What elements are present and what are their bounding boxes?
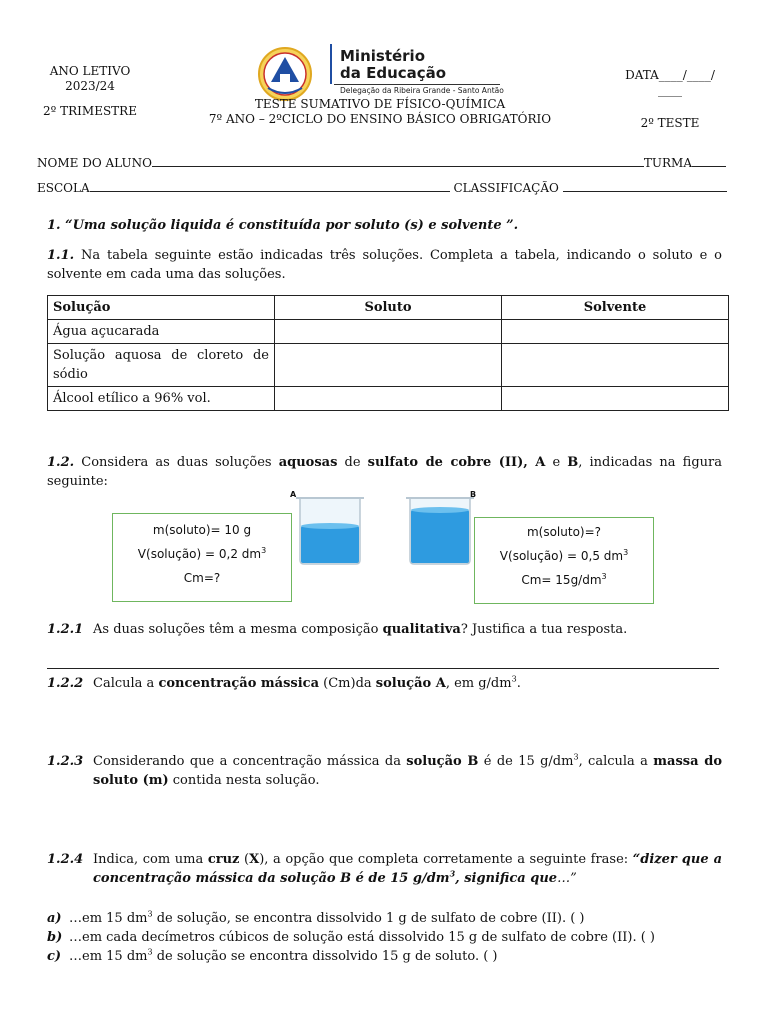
text-span-bold: solução B	[406, 754, 479, 769]
header-left	[30, 64, 150, 119]
table-cell-solvente-input[interactable]	[502, 387, 729, 411]
text-span: de	[337, 455, 368, 470]
date-field-line: ____	[658, 83, 682, 97]
logo-line2: da Educação	[340, 64, 447, 82]
text-span-bold: solução A	[375, 676, 446, 691]
logo-line3: Delegação da Ribeira Grande - Santo Antão	[340, 86, 504, 95]
text-span: .	[516, 676, 521, 691]
table-cell-solvente-input[interactable]	[502, 344, 729, 387]
question-1-2-2	[47, 674, 722, 693]
exam-title-line2: 7º ANO – 2ºCICLO DO ENSINO BÁSICO OBRIGATÓRIO	[208, 112, 552, 126]
question-1-1-text: Na tabela seguinte estão indicadas três soluções. Completa a tabela, indicando o soluto e o solvente em cada uma das soluções.	[47, 248, 722, 282]
text-span-italic: …”	[557, 871, 577, 886]
table-header-soluto: Soluto	[275, 296, 502, 320]
text-span-bold: massa do soluto (m)	[93, 754, 723, 788]
table-cell-solution: Solução aquosa de cloreto de sódio	[48, 344, 275, 387]
text-span: ? Justifica a tua resposta.	[460, 622, 628, 637]
text-span-bold-italic: , significa que	[455, 871, 558, 886]
superscript: 3	[601, 572, 607, 581]
table-cell-solvente-input[interactable]	[502, 320, 729, 344]
student-name-field[interactable]	[152, 155, 644, 167]
text-span-bold: concentração mássica	[158, 676, 320, 691]
question-1-2-4	[47, 850, 722, 888]
text-span: (Cm)da	[319, 676, 376, 691]
ano-letivo-value: 2023/24	[65, 79, 115, 93]
answer-line[interactable]	[47, 668, 719, 669]
grade-field[interactable]	[563, 180, 727, 192]
beaker-a-icon	[290, 490, 370, 568]
solution-a-concentration: Cm=?	[183, 571, 221, 585]
text-span: (	[239, 852, 250, 867]
question-number: 1.2.1	[47, 622, 84, 637]
superscript: 3	[147, 947, 153, 957]
text-span: , calcula a	[578, 754, 654, 769]
text-span-bold: X	[249, 852, 260, 867]
question-1-2	[47, 453, 722, 491]
question-1-1	[47, 246, 722, 284]
trimestre-label: 2º TRIMESTRE	[43, 104, 137, 118]
volume-text: V(solução) = 0,2 dm	[137, 547, 262, 561]
text-span: Calcula a	[93, 676, 159, 691]
exam-title-line1: TESTE SUMATIVO DE FÍSICO-QUÍMICA	[254, 97, 506, 111]
option-key: a)	[47, 911, 62, 926]
class-field[interactable]	[692, 155, 726, 167]
superscript: 3	[261, 546, 267, 555]
solution-a-volume	[113, 542, 291, 566]
text-span-bold: qualitativa	[382, 622, 461, 637]
solution-b-info-box	[474, 517, 654, 604]
beaker-b-icon	[400, 490, 480, 568]
text-span-bold: aquosas	[278, 455, 338, 470]
text-span: ), a opção que completa corretamente a seguinte frase:	[259, 852, 633, 867]
table-cell-soluto-input[interactable]	[275, 387, 502, 411]
class-label: TURMA	[643, 156, 693, 170]
text-span-bold: B	[567, 455, 579, 470]
option-key: b)	[47, 930, 63, 945]
volume-text: V(solução) = 0,5 dm	[499, 549, 624, 563]
student-name-label: NOME DO ALUNO	[37, 156, 152, 170]
question-number: 1.2.2	[47, 676, 84, 691]
text-span: Considerando que a concentração mássica da	[93, 754, 407, 769]
superscript: 3	[623, 548, 629, 557]
solution-b-volume	[475, 544, 653, 568]
text-span: Indica, com uma	[93, 852, 208, 867]
solution-a-mass: m(soluto)= 10 g	[152, 523, 252, 537]
grade-label: CLASSIFICAÇÃO	[453, 181, 559, 195]
option-c[interactable]	[47, 947, 737, 966]
option-key: c)	[47, 949, 62, 964]
test-number: 2º TESTE	[640, 116, 700, 130]
solutions-table	[47, 295, 729, 411]
table-cell-soluto-input[interactable]	[275, 320, 502, 344]
text-span-bold: sulfato de cobre (II), A	[367, 455, 546, 470]
text-span: e	[545, 455, 568, 470]
superscript: 3	[449, 868, 456, 879]
option-a[interactable]	[47, 909, 737, 928]
ministry-logo	[254, 42, 504, 102]
option-text: de solução, se encontra dissolvido 1 g de sulfato de cobre (II). ( )	[152, 911, 585, 926]
question-1: 1. “Uma solução liquida é constituída por soluto (s) e solvente ”.	[47, 218, 519, 233]
question-1-2-3	[47, 752, 722, 790]
solution-b-mass: m(soluto)=?	[526, 525, 602, 539]
text-span-bold-italic: “dizer que a concentração mássica da solução B é de 15 g/dm	[93, 852, 723, 886]
table-header-solucao: Solução	[48, 296, 275, 320]
school-row	[37, 180, 737, 195]
table-header-row	[48, 296, 729, 320]
student-name-row	[37, 155, 737, 170]
beaker-a-label: A	[290, 490, 297, 499]
superscript: 3	[573, 752, 579, 762]
table-row	[48, 387, 729, 411]
date-field[interactable]: DATA____/____/	[625, 68, 715, 82]
superscript: 3	[147, 909, 153, 919]
question-1-2-number: 1.2.	[47, 455, 75, 470]
solution-a-info-box	[112, 513, 292, 602]
option-text: …em 15 dm	[69, 911, 148, 926]
exam-title	[190, 97, 570, 127]
table-row	[48, 320, 729, 344]
solution-b-concentration	[475, 568, 653, 592]
concentration-text: Cm= 15g/dm	[521, 573, 602, 587]
question-number: 1.2.4	[47, 852, 84, 867]
table-cell-solution: Álcool etílico a 96% vol.	[48, 387, 275, 411]
option-text: …em cada decímetros cúbicos de solução está dissolvido 15 g de sulfato de cobre (II). ( )	[69, 930, 655, 945]
table-cell-solution: Água açucarada	[48, 320, 275, 344]
superscript: 3	[511, 674, 517, 684]
question-1-1-number: 1.1.	[47, 248, 75, 263]
question-number: 1.2.3	[47, 754, 84, 769]
text-span-bold: cruz	[207, 852, 240, 867]
beaker-b-label: B	[470, 490, 477, 499]
table-header-solvente: Solvente	[502, 296, 729, 320]
header-right	[600, 68, 740, 131]
text-span: , indicadas na figura seguinte:	[47, 455, 722, 489]
option-text: …em 15 dm	[69, 949, 148, 964]
school-label: ESCOLA	[37, 181, 90, 195]
text-span: , em g/dm	[445, 676, 512, 691]
school-field[interactable]	[90, 180, 450, 192]
table-cell-soluto-input[interactable]	[275, 344, 502, 387]
option-text: de solução se encontra dissolvido 15 g de soluto. ( )	[152, 949, 498, 964]
logo-line1: Ministério	[340, 47, 426, 65]
option-b[interactable]	[47, 928, 737, 947]
table-row	[48, 344, 729, 387]
text-span: é de 15 g/dm	[478, 754, 574, 769]
question-1-2-1	[47, 620, 722, 639]
text-span: As duas soluções têm a mesma composição	[93, 622, 383, 637]
text-span: contida nesta solução.	[168, 773, 320, 788]
answer-options	[47, 909, 737, 966]
ano-letivo-label: ANO LETIVO	[49, 64, 131, 78]
text-span: Considera as duas soluções	[74, 455, 279, 470]
